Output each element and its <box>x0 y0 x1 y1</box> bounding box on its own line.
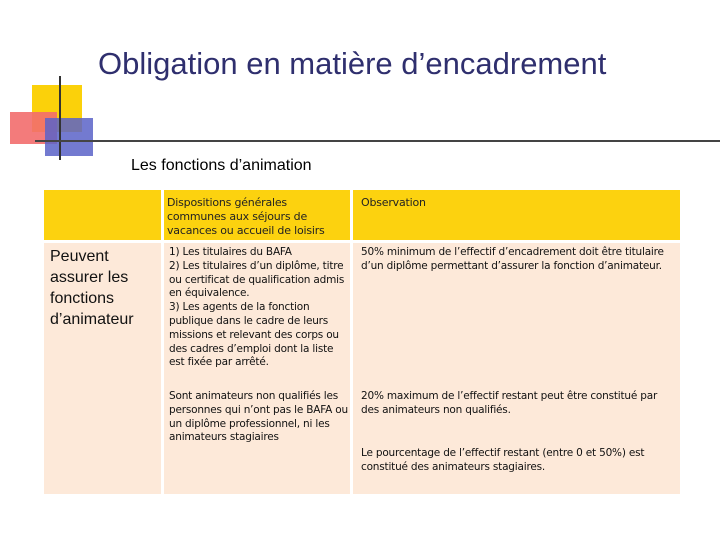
encadrement-table <box>44 190 680 494</box>
table-row-separator <box>44 240 680 243</box>
cell-observation-50: 50% minimum de l’effectif d’encadrement doit être titulaire d’un diplôme permettant d’assurer la fonction d’animateur. <box>361 246 664 272</box>
cell-unqualified-animators: Sont animateurs non qualifiés les personnes qui n’ont pas le BAFA ou un diplôme professionnel, ni les animateurs stagiaires <box>169 390 348 444</box>
ornament-vertical-line <box>59 76 61 160</box>
slide-ornament <box>0 0 110 170</box>
table-column-separator <box>161 190 164 494</box>
ornament-blue-square <box>45 118 93 156</box>
slide-title: Obligation en matière d’encadrement <box>98 46 607 81</box>
cell-observation-20: 20% maximum de l’effectif restant peut être constitué par des animateurs non qualifiés. <box>361 390 658 416</box>
header-cell-observation: Observation <box>361 196 426 209</box>
row-label: Peuvent assurer les fonctions d’animateur <box>50 248 134 328</box>
cell-qualified-animators: 1) Les titulaires du BAFA 2) Les titulaires d’un diplôme, titre ou certificat de qualification admis en équivalence. 3) Les agents de la fonction publique dans le cadre de leurs missions et relevant des corps ou des cadres d’emploi dont la liste est fixée par arrêté. <box>169 246 345 369</box>
cell-observation-stagiaires: Le pourcentage de l’effectif restant (entre 0 et 50%) est constitué des animateurs stagiaires. <box>361 447 645 473</box>
table-column-separator <box>350 190 353 494</box>
title-underline <box>35 140 720 142</box>
header-cell-dispositions: Dispositions générales communes aux séjours de vacances ou accueil de loisirs <box>167 196 325 237</box>
slide-subtitle: Les fonctions d’animation <box>131 157 312 174</box>
